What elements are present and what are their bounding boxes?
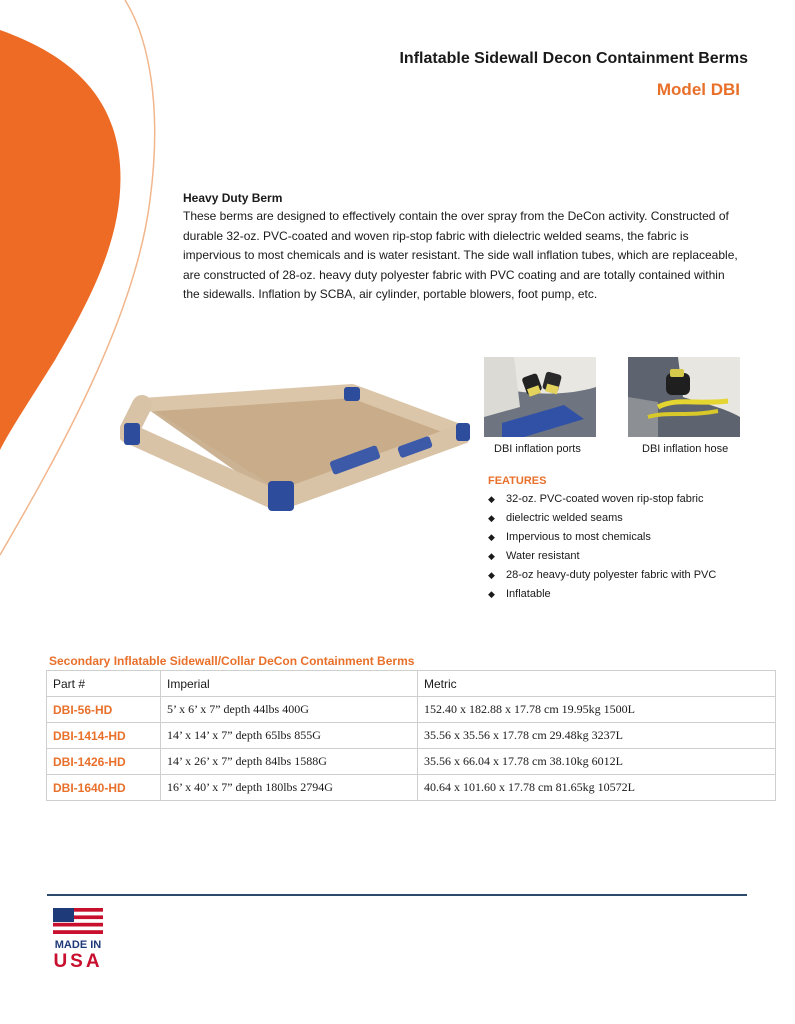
footer-divider xyxy=(47,894,747,896)
diamond-bullet-icon: ◆ xyxy=(488,589,495,599)
imperial-cell: 16’ x 40’ x 7” depth 180lbs 2794G xyxy=(161,775,418,801)
model-subtitle: Model DBI xyxy=(656,80,740,99)
table-row xyxy=(47,775,776,801)
metric-cell: 35.56 x 35.56 x 17.78 cm 29.48kg 3237L xyxy=(418,723,776,749)
part-number-cell: DBI-1426-HD xyxy=(47,749,161,775)
feature-item: ◆ Water resistant xyxy=(488,547,778,566)
table-title: Secondary Inflatable Sidewall/Collar DeCon Containment Berms xyxy=(49,654,415,668)
inflation-hose-photo xyxy=(628,357,740,437)
table-row xyxy=(47,697,776,723)
specs-table xyxy=(46,670,776,801)
table-row xyxy=(47,723,776,749)
imperial-cell: 5’ x 6’ x 7” depth 44lbs 400G xyxy=(161,697,418,723)
diamond-bullet-icon: ◆ xyxy=(488,551,495,561)
column-header-part: Part # xyxy=(47,671,161,697)
part-number-cell: DBI-1640-HD xyxy=(47,775,161,801)
feature-item: ◆ 32-oz. PVC-coated woven rip-stop fabric xyxy=(488,490,778,509)
inflation-ports-photo xyxy=(484,357,596,437)
features-section xyxy=(488,475,778,604)
intro-section xyxy=(183,191,743,305)
features-heading: FEATURES xyxy=(488,475,547,487)
badge-line2: USA xyxy=(53,951,103,970)
metric-cell: 40.64 x 101.60 x 17.78 cm 81.65kg 10572L xyxy=(418,775,776,801)
diamond-bullet-icon: ◆ xyxy=(488,494,495,504)
berm-product-image xyxy=(120,383,475,513)
intro-heading: Heavy Duty Berm xyxy=(183,191,283,205)
feature-item: ◆ 28-oz heavy-duty polyester fabric with PVC xyxy=(488,566,778,585)
feature-item: ◆ Inflatable xyxy=(488,585,778,604)
inflation-ports-caption: DBI inflation ports xyxy=(494,443,581,455)
imperial-cell: 14’ x 26’ x 7” depth 84lbs 1588G xyxy=(161,749,418,775)
made-in-usa-logo xyxy=(53,908,105,970)
badge-line1: MADE IN xyxy=(54,939,102,951)
imperial-cell: 14’ x 14’ x 7” depth 65lbs 855G xyxy=(161,723,418,749)
feature-item: ◆ dielectric welded seams xyxy=(488,509,778,528)
table-header-row xyxy=(47,671,776,697)
inflation-hose-caption: DBI inflation hose xyxy=(642,443,729,455)
column-header-metric: Metric xyxy=(418,671,776,697)
part-number-cell: DBI-1414-HD xyxy=(47,723,161,749)
diamond-bullet-icon: ◆ xyxy=(488,532,495,542)
feature-item: ◆ Impervious to most chemicals xyxy=(488,528,778,547)
features-list xyxy=(488,490,778,604)
metric-cell: 152.40 x 182.88 x 17.78 cm 19.95kg 1500L xyxy=(418,697,776,723)
diamond-bullet-icon: ◆ xyxy=(488,570,495,580)
table-row xyxy=(47,749,776,775)
column-header-imperial: Imperial xyxy=(161,671,418,697)
intro-body: These berms are designed to effectively contain the over spray from the DeCon activity. Constructed of durable 32-oz. PVC-coated and woven rip-stop fabric with dielectric welded seams, the fabric is impervious to most chemicals and is water resistant. The side wall inflation tubes, which are replaceable, are constructed of 28-oz. heavy duty polyester fabric with PVC coating and are totally contained within the sidewalls. Inflation by SCBA, air cylinder, portable blowers, foot pump, etc. xyxy=(183,209,738,301)
page-title: Inflatable Sidewall Decon Containment Berms xyxy=(399,50,748,67)
diamond-bullet-icon: ◆ xyxy=(488,513,495,523)
metric-cell: 35.56 x 66.04 x 17.78 cm 38.10kg 6012L xyxy=(418,749,776,775)
part-number-cell: DBI-56-HD xyxy=(47,697,161,723)
